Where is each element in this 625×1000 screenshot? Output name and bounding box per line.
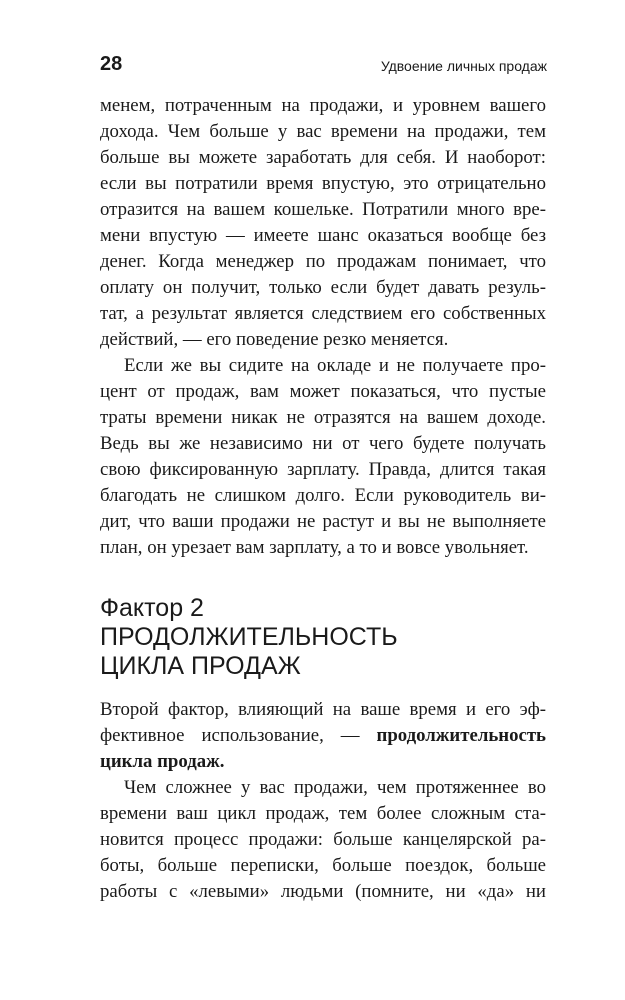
text-line: Чем сложнее у вас продажи, чем протяженнее во (124, 777, 546, 798)
text-line: боты, больше переписки, больше поездок, больше (100, 855, 546, 876)
section-heading (100, 594, 546, 681)
text-line: тат, а результат является следствием его собственных (100, 303, 546, 324)
section-title-line-2: ЦИКЛА ПРОДАЖ (100, 652, 301, 680)
text-line (100, 749, 546, 775)
section-title-line-1: ПРОДОЛЖИТЕЛЬНОСТЬ (100, 623, 398, 651)
text-line: траты времени никак не отразятся на вашем доходе. (100, 407, 546, 428)
text-line: Если же вы сидите на окладе и не получаете про- (124, 355, 546, 376)
paragraph-1 (100, 93, 546, 353)
paragraph-4 (100, 775, 546, 905)
text-line: времени ваш цикл продаж, тем более сложным ста- (100, 803, 546, 824)
text-line (100, 723, 546, 749)
text-line: работы с «левыми» людьми (помните, ни «да» ни (100, 881, 546, 902)
text-line: цент от продаж, вам может показаться, что пустые (100, 381, 546, 402)
text-line: менем, потраченным на продажи, и уровнем вашего (100, 95, 546, 116)
text-line: Второй фактор, влияющий на ваше время и его эф- (100, 699, 546, 720)
text-line: оплату он получит, только если будет давать резуль- (100, 277, 546, 298)
text-line: благодать не слишком долго. Если руководитель ви- (100, 485, 546, 506)
text-line: дит, что ваши продажи не растут и вы не выполняете (100, 511, 546, 532)
text-line: отразится на вашем кошельке. Потратили много вре- (100, 199, 546, 220)
text-line: план, он урезает вам зарплату, а то и вовсе увольняет. (100, 537, 529, 558)
text-line: новится процесс продажи: больше канцелярской ра- (100, 829, 546, 850)
factor-label: Фактор 2 (100, 594, 204, 622)
text-segment: фективное использование, — (100, 725, 377, 746)
text-line: дохода. Чем больше у вас времени на продажи, тем (100, 121, 546, 142)
text-line: Ведь вы же независимо ни от чего будете получать (100, 433, 546, 454)
text-line: если вы потратили время впустую, это отрицательно (100, 173, 546, 194)
text-line: мени впустую — имеете шанс оказаться вообще без (100, 225, 546, 246)
text-line: денег. Когда менеджер по продажам понимает, что (100, 251, 546, 272)
bold-term: цикла продаж. (100, 751, 225, 772)
bold-term: продолжительность (376, 725, 546, 746)
text-line: действий, — его поведение резко меняется. (100, 329, 449, 350)
text-line: свою фиксированную зарплату. Правда, длится такая (100, 459, 546, 480)
paragraph-3 (100, 697, 546, 775)
page-number: 28 (100, 53, 123, 75)
running-title: Удвоение личных продаж (380, 58, 547, 74)
text-line: больше вы можете заработать для себя. И наоборот: (100, 147, 546, 168)
paragraph-2 (100, 353, 546, 561)
